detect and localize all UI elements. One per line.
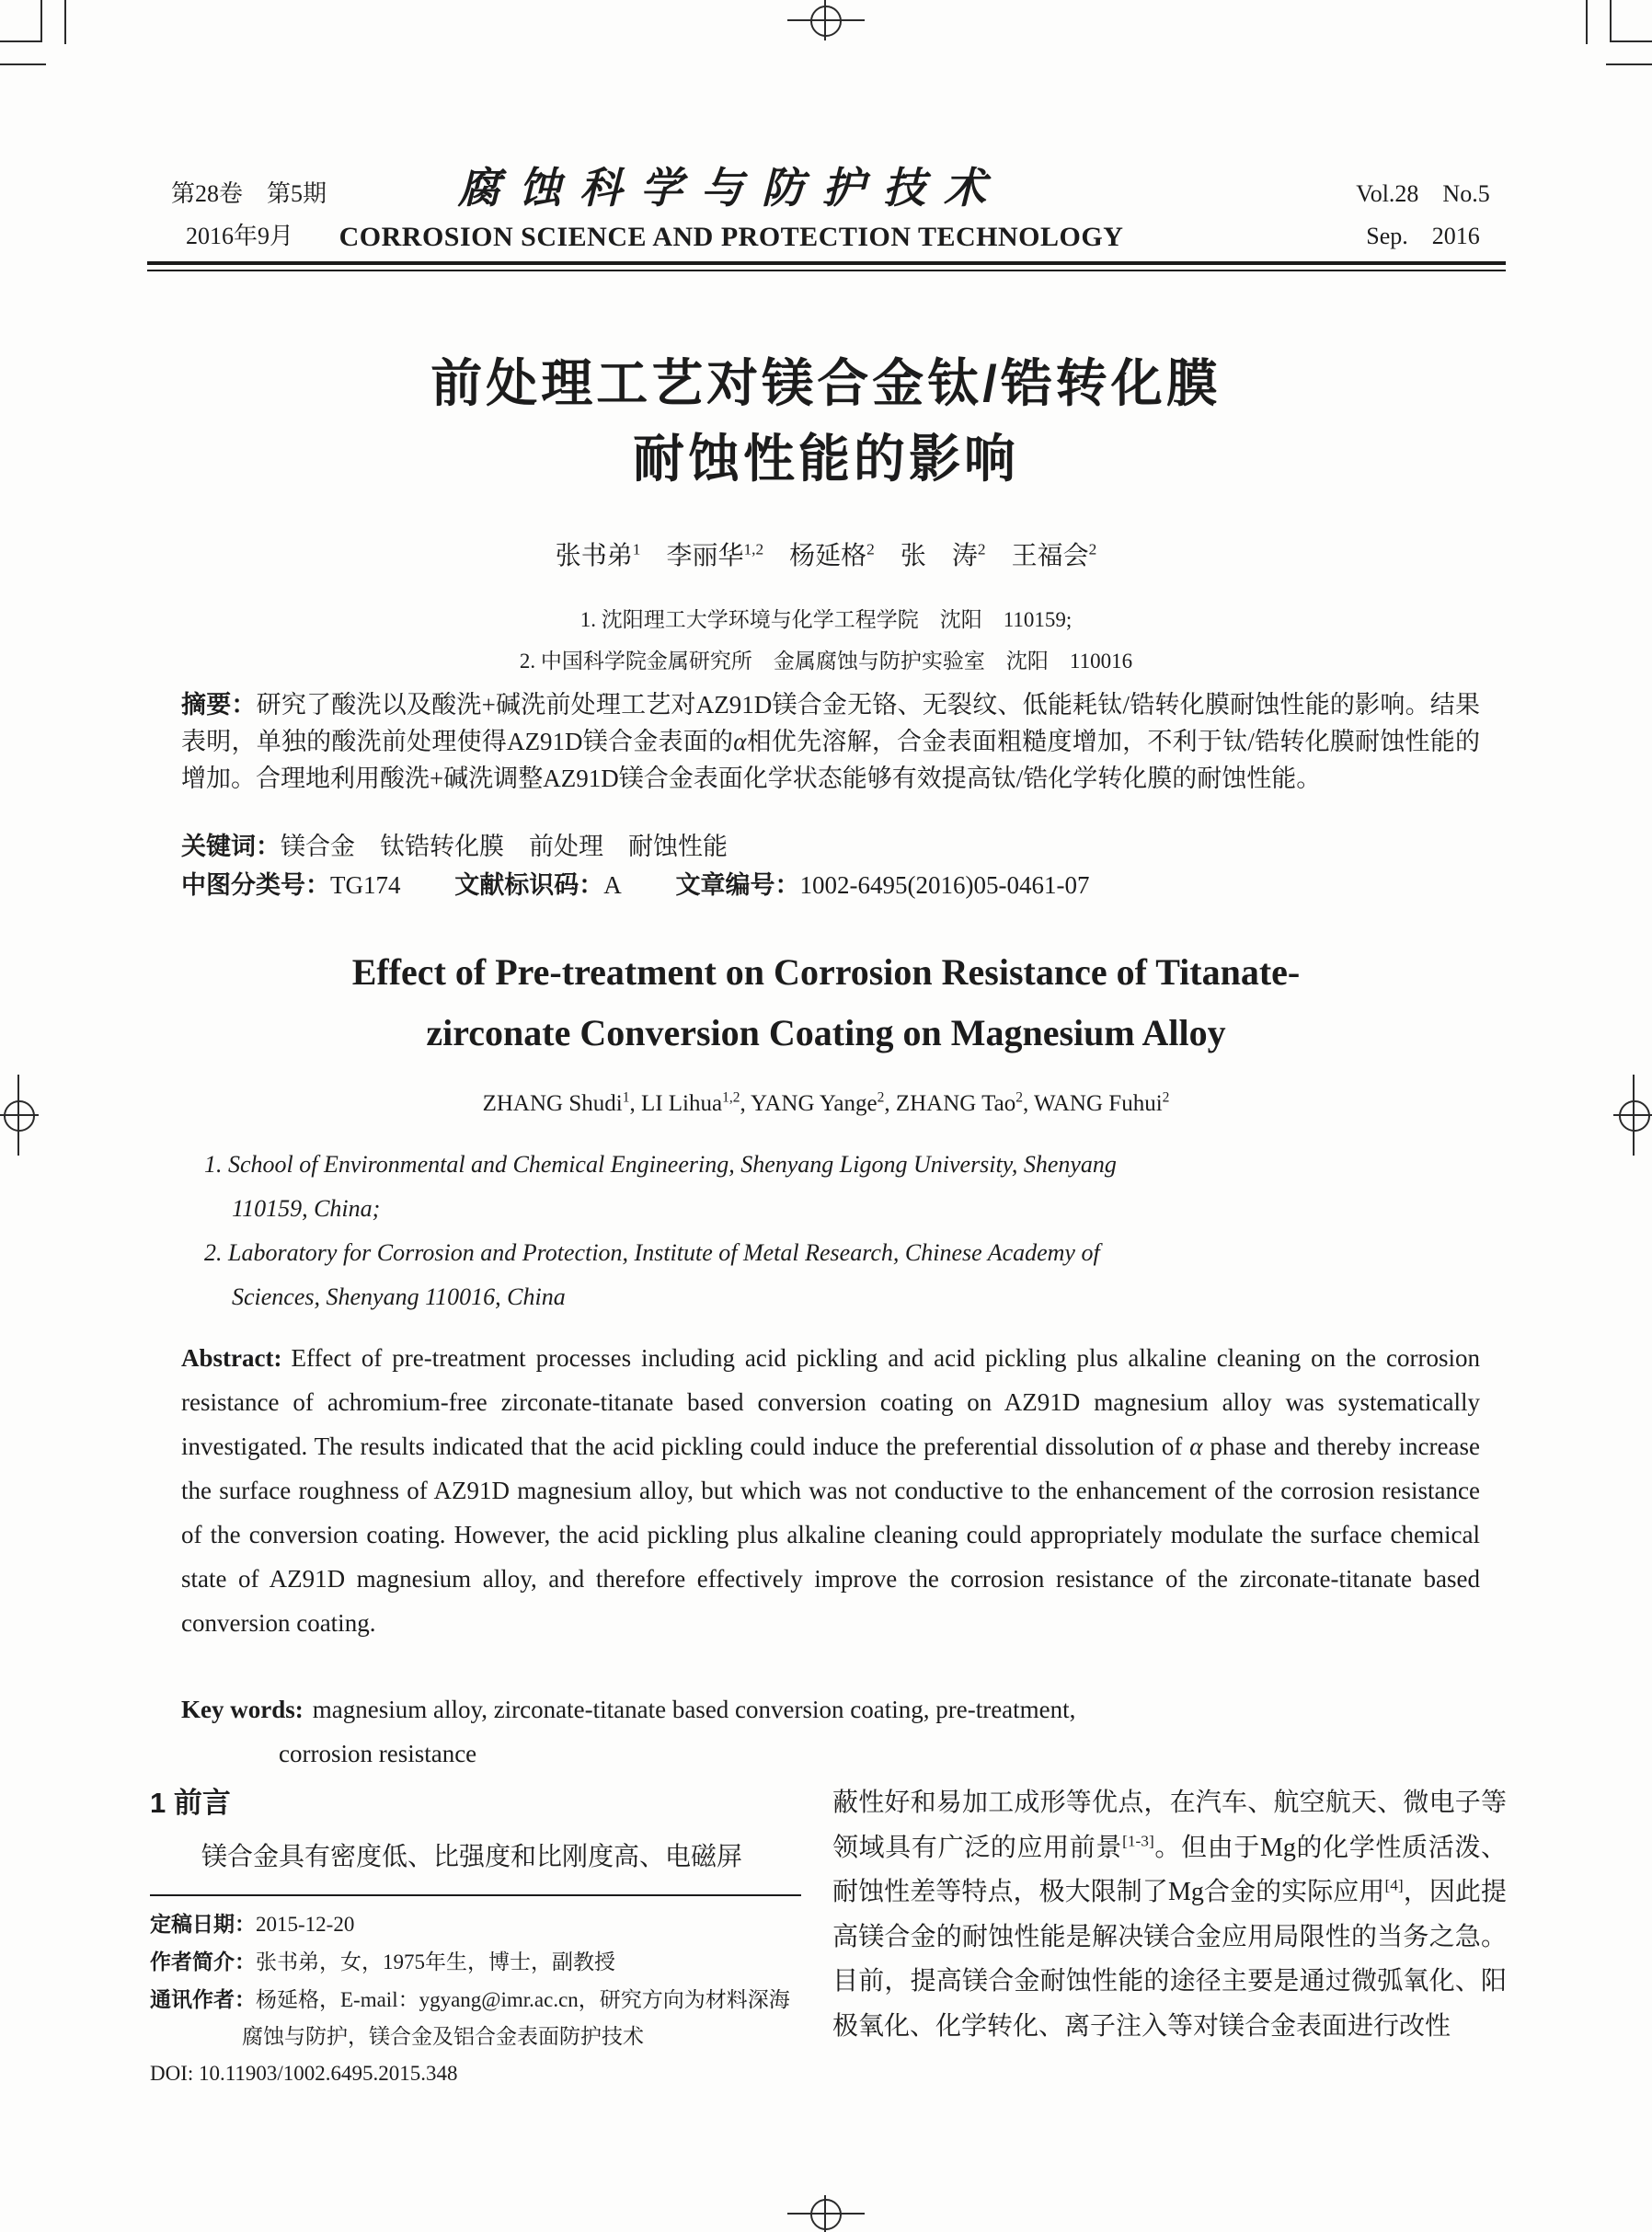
volume-issue-cn: 第28卷 第5期 <box>171 180 327 207</box>
registration-mark-bottom-icon <box>824 2195 826 2232</box>
crop-mark-top-right-icon <box>1610 40 1652 42</box>
affiliation-cn-2: 2. 中国科学院金属研究所 金属腐蚀与防护实验室 沈阳 110016 <box>519 650 1133 673</box>
keywords-value-en: magnesium alloy, zirconate-titanate based conversion coating, pre-treatment, <box>312 1696 1076 1723</box>
article-title-cn-line2: 耐蚀性能的影响 <box>633 430 1019 488</box>
article-id: 1002-6495(2016)05-0461-07 <box>799 871 1090 899</box>
clc-number: TG174 <box>330 871 401 899</box>
abstract-text-cn: 研究了酸洗以及酸洗+碱洗前处理工艺对AZ91D镁合金无铬、无裂纹、低能耗钛/锆转化膜耐蚀性能的影响。结果表明，单独的酸洗前处理使得AZ91D镁合金表面的α相优先溶解，合金表面粗糙度增加，不利于钛/锆转化膜耐蚀性能的增加。合理地利用酸洗+碱洗调整AZ91D镁合金表面化学状态能够有效提高钛/锆化学转化膜的耐蚀性能。 <box>181 691 1481 792</box>
keywords-value-cn: 镁合金 钛锆转化膜 前处理 耐蚀性能 <box>281 833 728 860</box>
section-1-heading: 1 前言 <box>150 1787 231 1819</box>
volume-issue-en: Vol.28 No.5 <box>1356 180 1490 207</box>
journal-title-cn: 腐蚀科学与防护技术 <box>458 165 1004 212</box>
affiliation-en-1: 1. School of Environmental and Chemical Engineering, Shenyang Ligong University, Shenyang <box>204 1151 1117 1178</box>
document-code-label: 文献标识码： <box>454 871 604 899</box>
crop-mark-top-right-icon <box>1610 0 1612 42</box>
crop-mark-top-left-icon <box>0 63 46 65</box>
affiliations-en <box>204 1143 1409 1319</box>
header-center <box>304 162 1159 258</box>
intro-paragraph-right: 蔽性好和易加工成形等优点，在汽车、航空航天、微电子等领域具有广泛的应用前景[1-3]。但由于Mg的化学性质活泼、耐蚀性差等特点，极大限制了Mg合金的实际应用[4]，因此提高镁合金的耐蚀性能是解决镁合金应用局限性的当务之急。目前，提高镁合金耐蚀性能的途径主要是通过微弧氧化、阳极氧化、化学转化、离子注入等对镁合金表面进行改性 <box>832 1789 1507 2041</box>
affiliations-cn <box>0 599 1652 682</box>
received-date-label: 定稿日期： <box>150 1912 256 1936</box>
crop-mark-top-left-icon <box>64 0 66 44</box>
author-bio-label: 作者简介： <box>150 1950 256 1973</box>
authors-en: ZHANG Shudi$^1$, LI Lihua$^{1,2}$, YANG Yange$^2$, ZHANG Tao$^2$, WANG Fuhui$^2$ <box>482 1089 1170 1116</box>
doi: DOI: 10.11903/1002.6495.2015.348 <box>150 2062 458 2085</box>
corresponding-author-cont: 腐蚀与防护，镁合金及铝合金表面防护技术 <box>242 2025 644 2048</box>
registration-mark-top-icon <box>824 0 826 40</box>
author-bio: 张书弟，女，1975年生，博士，副教授 <box>256 1950 615 1973</box>
keywords-label-cn: 关键词： <box>181 833 281 860</box>
header-right <box>1336 173 1510 258</box>
body-column-left <box>150 1779 807 2092</box>
issue-date-cn: 2016年9月 <box>186 223 294 249</box>
article-title-en-line2: zirconate Conversion Coating on Magnesium Alloy <box>426 1012 1226 1053</box>
crop-mark-top-right-icon <box>1606 63 1652 65</box>
keywords-cn <box>181 826 1480 862</box>
header-rule-thin <box>147 270 1506 271</box>
abstract-label-en: Abstract: <box>181 1344 282 1372</box>
affiliation-en-2: 2. Laboratory for Corrosion and Protection, Institute of Metal Research, Chinese Academy of <box>204 1239 1100 1266</box>
article-id-label: 文章编号： <box>675 871 800 899</box>
document-code: A <box>603 871 622 899</box>
corresponding-author-label: 通讯作者： <box>150 1987 256 2011</box>
keywords-value-en-cont: corrosion resistance <box>279 1740 477 1767</box>
received-date: 2015-12-20 <box>256 1913 355 1936</box>
journal-title-en: CORROSION SCIENCE AND PROTECTION TECHNOLOGY <box>338 222 1124 252</box>
article-title-cn-line1: 前处理工艺对镁合金钛/锆转化膜 <box>430 354 1222 412</box>
registration-mark-bottom-icon <box>810 2199 842 2230</box>
clc-label: 中图分类号： <box>181 871 330 899</box>
affiliation-en-2-cont: Sciences, Shenyang 110016, China <box>232 1283 566 1310</box>
abstract-text-en: Effect of pre-treatment processes including acid pickling and acid pickling plus alkaline cleaning on the corrosion resistance of achromium-free zirconate-titanate based conversion coating on AZ91D magnesium alloy was systematically investigated. The results indicated that the acid pickling could induce the preferential dissolution of α phase and thereby increase the surface roughness of AZ91D magnesium alloy, but which was not conductive to the enhancement of the corrosion resistance of the conversion coating. However, the acid pickling plus alkaline cleaning could appropriately modulate the surface chemical state of AZ91D magnesium alloy, and therefore effectively improve the corrosion resistance of the zirconate-titanate based conversion coating. <box>181 1344 1480 1637</box>
keywords-en <box>181 1687 1480 1776</box>
article-title-cn <box>0 346 1652 497</box>
article-title-en <box>0 942 1652 1064</box>
crop-mark-top-left-icon <box>40 0 42 42</box>
registration-mark-top-icon <box>787 19 865 21</box>
footnote-rule <box>150 1894 801 1896</box>
affiliation-cn-1: 1. 沈阳理工大学环境与化学工程学院 沈阳 110159; <box>579 608 1073 631</box>
keywords-label-en: Key words: <box>181 1696 304 1723</box>
abstract-en <box>181 1336 1480 1645</box>
abstract-label-cn: 摘要： <box>181 691 257 719</box>
header-rule-thick <box>147 261 1506 265</box>
crop-mark-top-left-icon <box>0 40 42 42</box>
authors-cn: 张书弟$^1$ 李丽华$^{1,2}$ 杨延格$^2$ 张 涛$^2$ 王福会$^2$ <box>555 540 1097 570</box>
affiliation-en-1-cont: 110159, China; <box>232 1195 381 1222</box>
crop-mark-top-right-icon <box>1586 0 1588 44</box>
classification-line <box>181 865 1480 901</box>
registration-mark-bottom-icon <box>787 2213 865 2215</box>
corresponding-author: 杨延格，E-mail：ygyang@imr.ac.cn，研究方向为材料深海 <box>256 1988 790 2011</box>
footnote-block <box>150 1905 807 2092</box>
registration-mark-top-icon <box>810 6 842 37</box>
abstract-cn <box>181 686 1480 797</box>
article-title-en-line1: Effect of Pre-treatment on Corrosion Resistance of Titanate- <box>351 951 1301 993</box>
intro-paragraph-left: 镁合金具有密度低、比强度和比刚度高、电磁屏 <box>201 1843 743 1871</box>
issue-date-en: Sep. 2016 <box>1366 223 1480 249</box>
